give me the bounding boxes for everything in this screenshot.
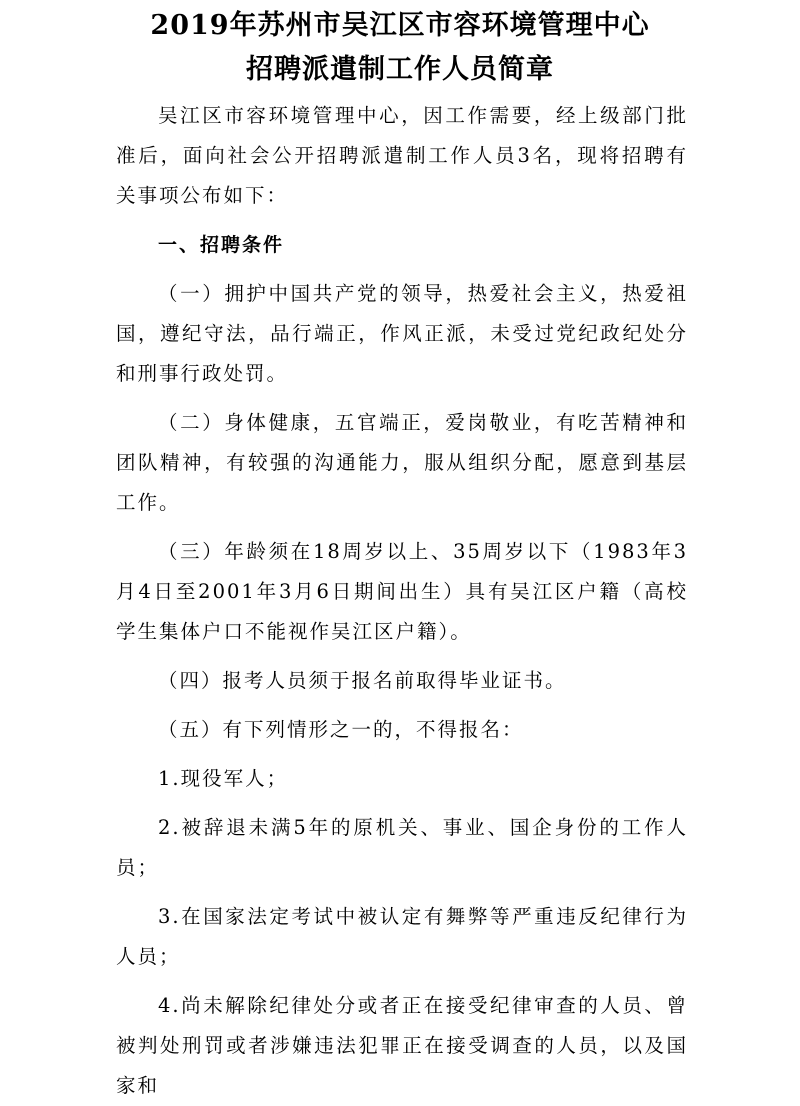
exclusion-item-4: 4.尚未解除纪律处分或者正在接受纪律审查的人员、曾被判处刑罚或者涉嫌违法犯罪正在接受调查的人员，以及国家和	[116, 994, 688, 1097]
requirement-item-2: （二）身体健康，五官端正，爱岗敬业，有吃苦精神和团队精神，有较强的沟通能力，服从组织分配，愿意到基层工作。	[116, 411, 688, 514]
exclusion-item-1: 1.现役军人；	[158, 767, 289, 790]
intro-paragraph: 吴江区市容环境管理中心，因工作需要，经上级部门批准后，面向社会公开招聘派遣制工作人员3名，现将招聘有关事项公布如下：	[116, 104, 688, 207]
requirement-item-3: （三）年龄须在18周岁以上、35周岁以下（1983年3月4日至2001年3月6日期间出生）具有吴江区户籍（高校学生集体户口不能视作吴江区户籍）。	[116, 540, 688, 643]
exclusion-item-2: 2.被辞退未满5年的原机关、事业、国企身份的工作人员；	[116, 816, 688, 879]
requirement-item-1: （一）拥护中国共产党的领导，热爱社会主义，热爱祖国，遵纪守法，品行端正，作风正派，未受过党纪政纪处分和刑事行政处罚。	[116, 282, 688, 385]
exclusion-item-3: 3.在国家法定考试中被认定有舞弊等严重违反纪律行为人员；	[116, 905, 688, 968]
requirement-item-5: （五）有下列情形之一的，不得报名：	[158, 718, 524, 741]
requirement-item-4: （四）报考人员须于报名前取得毕业证书。	[158, 669, 567, 692]
section-heading-requirements: 一、招聘条件	[158, 234, 285, 256]
document-title-line2: 招聘派遣制工作人员简章	[246, 54, 554, 85]
document-body	[0, 96, 800, 1106]
document-title-line1: 2019年苏州市吴江区市容环境管理中心	[150, 10, 650, 41]
